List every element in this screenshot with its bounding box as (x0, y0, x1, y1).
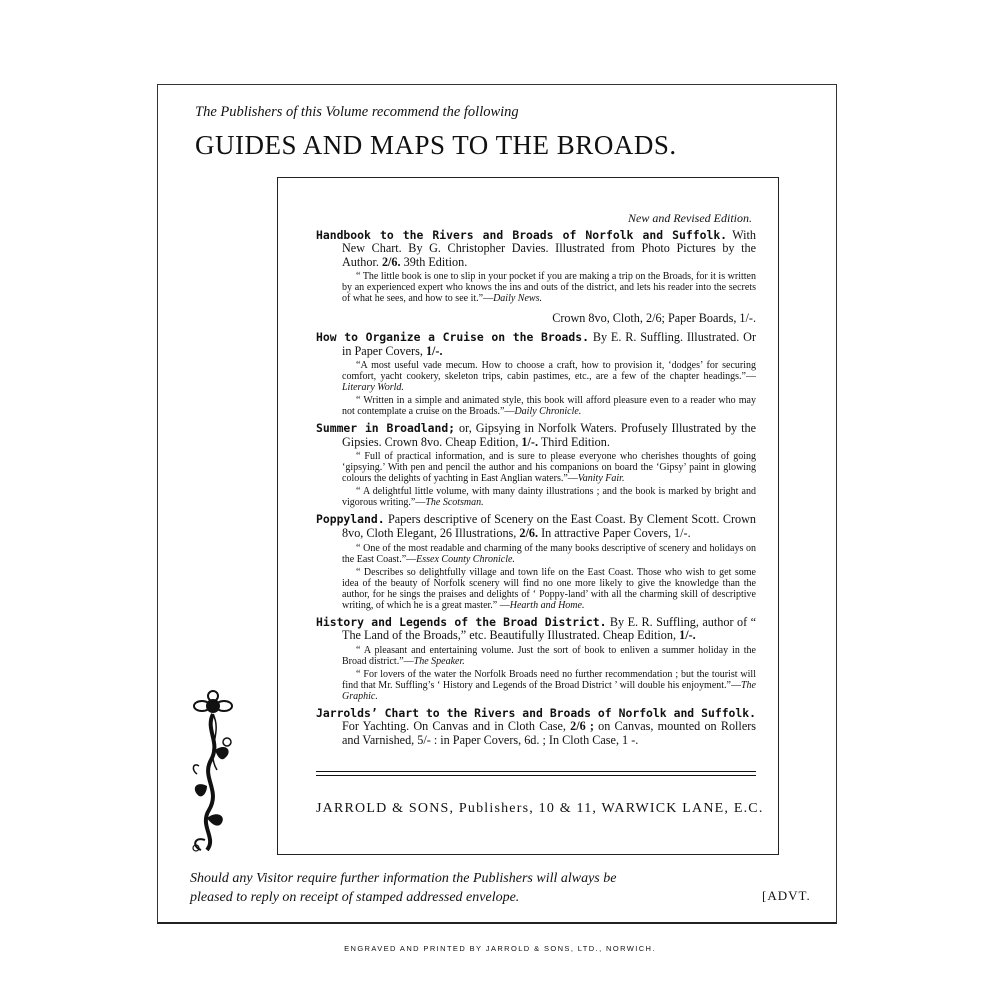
book-details-post: Third Edition. (540, 434, 610, 449)
quote-source: Literary World. (342, 382, 404, 394)
quote-source: Essex County Chronicle. (416, 553, 515, 565)
quote-text: “ For lovers of the water the Norfolk Broads need no further recommendation ; but the tourist will find that Mr. Suffling’s ‘ History and Legends of the Broad District ’ will double his enjoyment.”— (342, 668, 756, 691)
publisher-line: JARROLD & SONS, Publishers, 10 & 11, WARWICK LANE, E.C. (316, 801, 764, 816)
book-details-post: In attractive Paper Covers, 1/-. (541, 525, 691, 540)
book-details-post: 39th Edition. (403, 254, 468, 269)
review-quote (316, 395, 756, 417)
review-quote (316, 451, 756, 484)
page-title: GUIDES AND MAPS TO THE BROADS. (195, 130, 677, 160)
catalog-entry (316, 707, 756, 748)
entry-description (316, 707, 756, 748)
book-details: For Yachting. On Canvas and in Cloth Case, (342, 719, 566, 734)
quote-text: “ A delightful little volume, with many dainty illustrations ; and the book is marked by bright and vigorous writing.”— (342, 486, 756, 509)
quote-text: “ Full of practical information, and is sure to please everyone who cherishes thoughts of going ‘gipsying.’ With pen and pencil the author and his companions on board the ‘Gipsy’ paint in glowing colours the delights of yachting in East Anglian waters.”— (342, 451, 756, 485)
review-quote (316, 543, 756, 565)
footer-note (190, 869, 616, 907)
review-quote (316, 645, 756, 667)
book-title: Jarrolds’ Chart to the Rivers and Broads of Norfolk and Suffolk. (316, 705, 756, 720)
review-quote (316, 669, 756, 702)
book-details: Papers descriptive of Scenery on the East Coast. By Clement Scott. Crown 8vo, Cloth Elegant, 26 Illustrations, (342, 512, 757, 540)
book-price: 2/6. (381, 254, 401, 269)
quote-text: “ Describes so delightfully village and town life on the East Coast. Those who wish to get some idea of the beauty of Norfolk scenery will find no one more likely to give the knowledge than the author, for he sings the praises and delights of ‘ Poppy-land’ with all the charming skill of descriptive writing, of which he is a great master.” — (342, 566, 756, 611)
advt-mark: [ADVT. (762, 888, 811, 903)
quote-source: The Speaker. (413, 655, 465, 667)
quote-text: “ The little book is one to slip in your pocket if you are making a trip on the Broads, for it is written by an experienced expert who knows the ins and outs of the district, and lets his reader into the secrets of what he sees, and how to see it.”— (342, 271, 756, 305)
review-quote (316, 271, 756, 304)
footer-note-line: Should any Visitor require further information the Publishers will always be (190, 871, 617, 886)
book-price: 1/-. (521, 434, 539, 449)
entry-description (316, 513, 756, 540)
quote-source: Hearth and Home. (509, 599, 585, 611)
floral-ornament-icon (187, 690, 239, 858)
book-title: Handbook to the Rivers and Broads of Norfolk and Suffolk. (316, 227, 728, 242)
book-price: 2/6 ; (570, 719, 594, 734)
entry-description (316, 331, 756, 358)
quote-source: The Graphic. (342, 679, 756, 702)
intro-line: The Publishers of this Volume recommend the following (195, 104, 519, 120)
entry-description (316, 422, 756, 449)
price-line: Crown 8vo, Cloth, 2/6; Paper Boards, 1/-. (552, 311, 756, 326)
book-title: How to Organize a Cruise on the Broads. (316, 329, 589, 344)
entry-description (316, 229, 756, 270)
review-quote (316, 360, 756, 393)
review-quote (316, 567, 756, 611)
quote-source: Vanity Fair. (577, 473, 625, 485)
catalog-entry (316, 331, 756, 417)
catalog-entry (316, 422, 756, 508)
quote-source: The Scotsman. (425, 497, 484, 509)
quote-text: “A most useful vade mecum. How to choose a craft, how to provision it, ‘dodges’ for securing comfort, yacht cookery, skeleton trips, cabin pastimes, etc., are a few of the chapter headings.”— (342, 360, 756, 383)
book-price: 1/-. (425, 343, 443, 358)
catalog-entry (316, 229, 756, 326)
book-title: Poppyland. (316, 512, 385, 527)
double-rule (316, 771, 756, 779)
book-price: 1/-. (679, 628, 696, 643)
quote-source: Daily Chronicle. (514, 406, 582, 418)
book-price: 2/6. (519, 525, 539, 540)
book-details: By E. R. Suffling. Illustrated. Or in Paper Covers, (342, 329, 757, 358)
book-details: By E. R. Suffling, author of “ The Land of the Broads,” etc. Beautifully Illustrated. Cheap Edition, (342, 614, 756, 643)
book-title: Summer in Broadland; (316, 421, 456, 436)
book-title: History and Legends of the Broad District. (316, 614, 607, 629)
book-catalog (316, 212, 756, 753)
quote-source: Daily News. (493, 293, 542, 305)
book-details-post: on Canvas, mounted on Rollers and Varnished, 5/- : in Paper Covers, 6d. ; In Cloth Case, 1 -. (342, 719, 757, 747)
catalog-entry (316, 513, 756, 610)
catalog-entry (316, 616, 756, 702)
book-details: With New Chart. By G. Christopher Davies. Illustrated from Photo Pictures by the Author. (342, 227, 756, 269)
entry-description (316, 616, 756, 643)
footer-note-line: pleased to reply on receipt of stamped addressed envelope. (190, 890, 520, 905)
edition-note: New and Revised Edition. (628, 211, 752, 225)
quote-text: “ A pleasant and entertaining volume. Just the sort of book to enliven a summer holiday in the Broad district.”— (342, 644, 756, 667)
review-quote (316, 486, 756, 508)
quote-text: “ One of the most readable and charming of the many books descriptive of scenery and holidays on the East Coast.”— (342, 542, 756, 565)
quote-text: “ Written in a simple and animated style, this book will afford pleasure even to a reader who may not contemplate a cruise on the Broads.”— (342, 395, 756, 418)
book-details: or, Gipsying in Norfolk Waters. Profusely Illustrated by the Gipsies. Crown 8vo. Cheap Edition, (342, 421, 757, 449)
printer-imprint: ENGRAVED AND PRINTED BY JARROLD & SONS, LTD., NORWICH. (344, 944, 656, 953)
